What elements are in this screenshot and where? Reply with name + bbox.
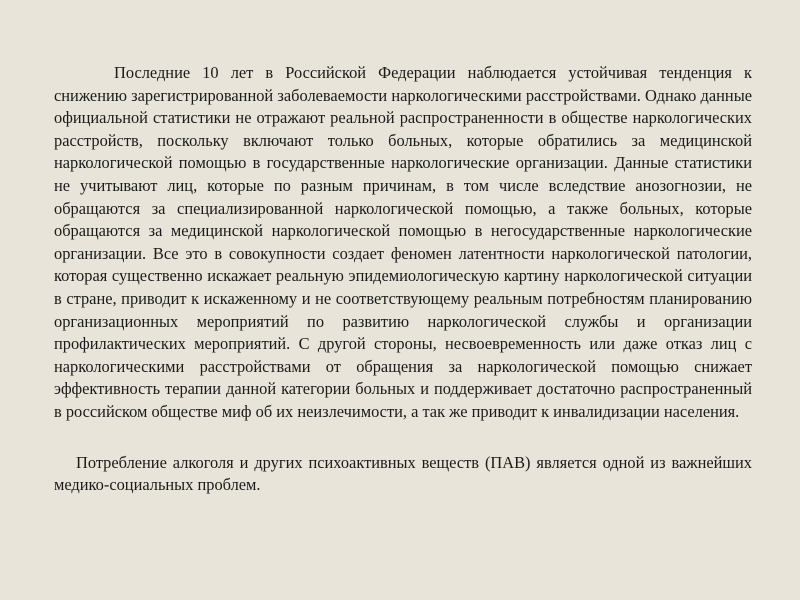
paragraph-pav-problem: Потребление алкоголя и других психоактивных веществ (ПАВ) является одной из важнейших медико-социальных проблем. [54, 452, 752, 495]
paragraph-latency-trend: Последние 10 лет в Российской Федерации наблюдается устойчивая тенденция к снижению зарегистрированной заболеваемости наркологическими расстройствами. Однако данные официальной статистики не отражают реальной распространенности в обществе наркологических расстройств, поскольку включают только больных, которые обратились за медицинской наркологической помощью в государственные наркологические организации. Данные статистики не учитывают лиц, которые по разным причинам, в том числе вследствие анозогнозии, не обращаются за специализированной наркологической помощью, а также больных, которые обращаются за медицинской наркологической помощью в негосударственные наркологические организации. Все это в совокупности создает феномен латентности наркологической патологии, которая существенно искажает реальную эпидемиологическую картину наркологической ситуации в стране, приводит к искаженному и не соответствующему реальным потребностям планированию организационных мероприятий по развитию наркологической службы и организации профилактических мероприятий. С другой стороны, несвоевременность или даже отказ лиц с наркологическими расстройствами от обращения за наркологической помощью снижает эффективность терапии данной категории больных и поддерживает достаточно распространенный в российском обществе миф об их неизлечимости, а так же приводит к инвалидизации населения. [54, 63, 752, 421]
